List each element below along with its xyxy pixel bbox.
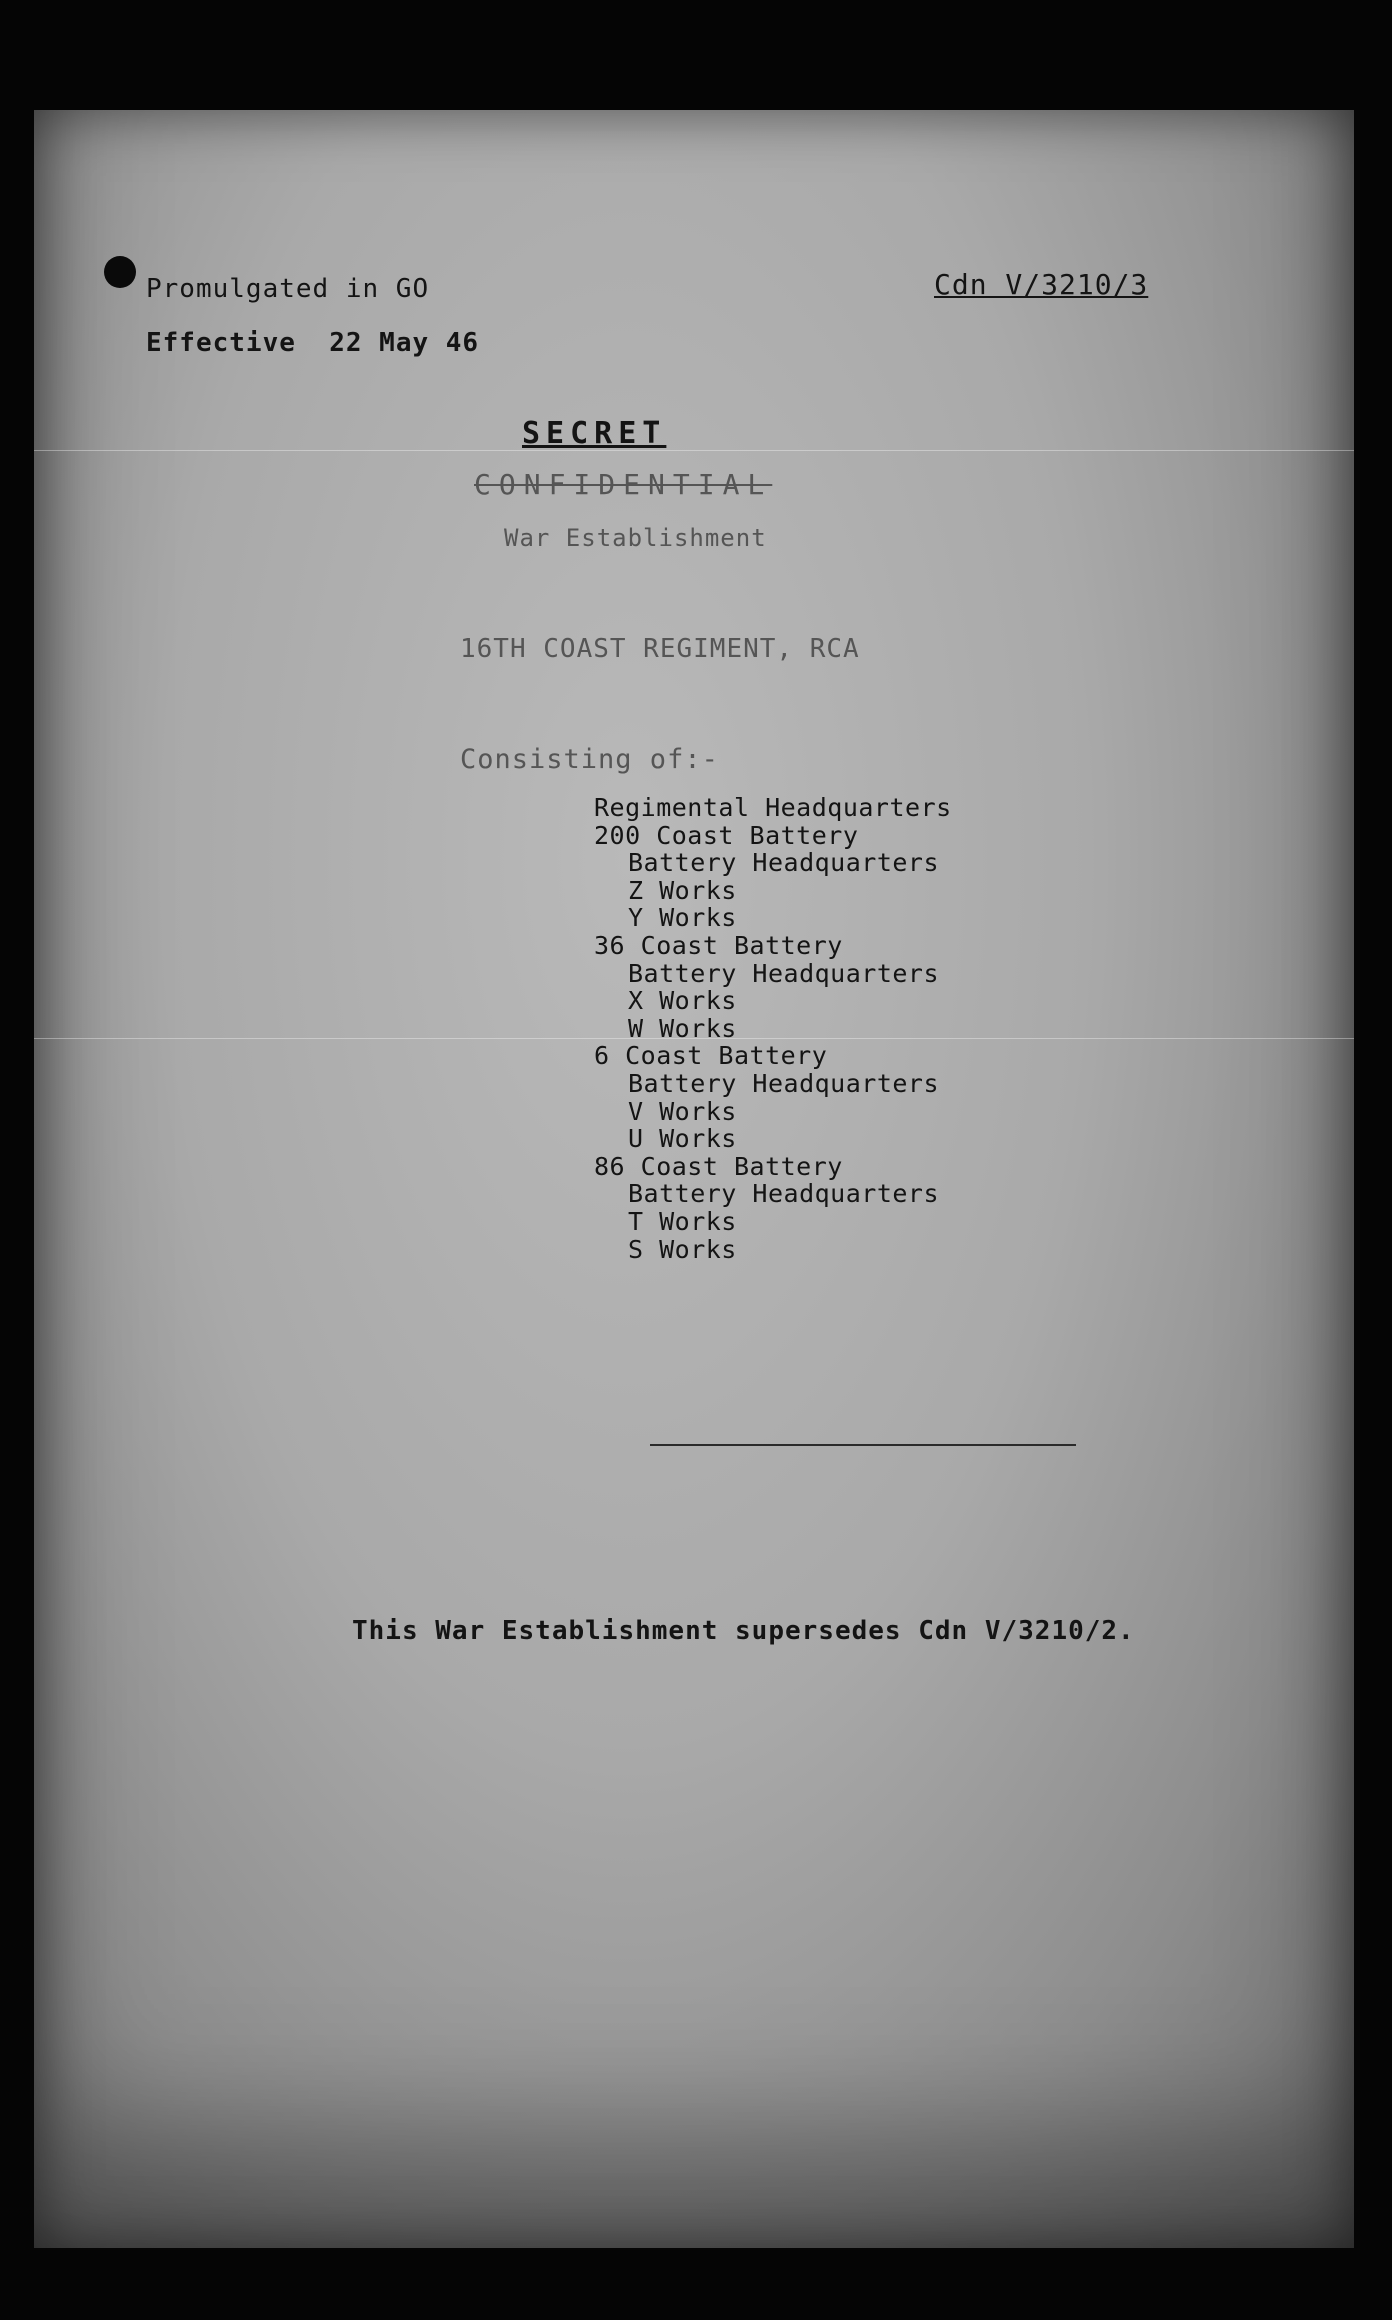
- component-item: Battery Headquarters: [628, 958, 940, 988]
- component-item: W Works: [628, 1013, 737, 1043]
- component-item: 36 Coast Battery: [594, 930, 843, 960]
- component-item: U Works: [628, 1124, 737, 1154]
- component-item: Battery Headquarters: [628, 848, 940, 878]
- supersedes-note: This War Establishment supersedes Cdn V/3210/2.: [352, 1616, 1135, 1646]
- component-item: Y Works: [628, 903, 737, 933]
- component-item: V Works: [628, 1096, 737, 1126]
- component-item: S Works: [628, 1234, 737, 1264]
- consisting-label: Consisting of:-: [460, 744, 719, 775]
- classification-struck: CONFIDENTIAL: [474, 468, 773, 501]
- component-item: 6 Coast Battery: [594, 1041, 828, 1071]
- component-item: Battery Headquarters: [628, 1068, 940, 1098]
- effective-line: [146, 328, 479, 358]
- document-type: War Establishment: [504, 524, 767, 552]
- document-page: [34, 110, 1354, 2248]
- component-item: 200 Coast Battery: [594, 820, 859, 850]
- component-item: T Works: [628, 1206, 737, 1236]
- component-item: X Works: [628, 986, 737, 1016]
- effective-label: Effective: [146, 328, 296, 358]
- unit-title: 16TH COAST REGIMENT, RCA: [460, 634, 860, 664]
- fold-line: [34, 450, 1354, 451]
- component-item: 86 Coast Battery: [594, 1151, 843, 1181]
- component-item: Battery Headquarters: [628, 1179, 940, 1209]
- component-item: Regimental Headquarters: [594, 793, 952, 822]
- component-list: [594, 794, 952, 1263]
- divider-rule: [650, 1444, 1076, 1446]
- promulgated-line: Promulgated in GO: [146, 274, 430, 304]
- punch-hole: [104, 256, 136, 288]
- reference-number: Cdn V/3210/3: [934, 268, 1149, 301]
- component-item: Z Works: [628, 875, 737, 905]
- classification-secret: SECRET: [522, 416, 667, 451]
- effective-date: 22 May 46: [329, 328, 480, 358]
